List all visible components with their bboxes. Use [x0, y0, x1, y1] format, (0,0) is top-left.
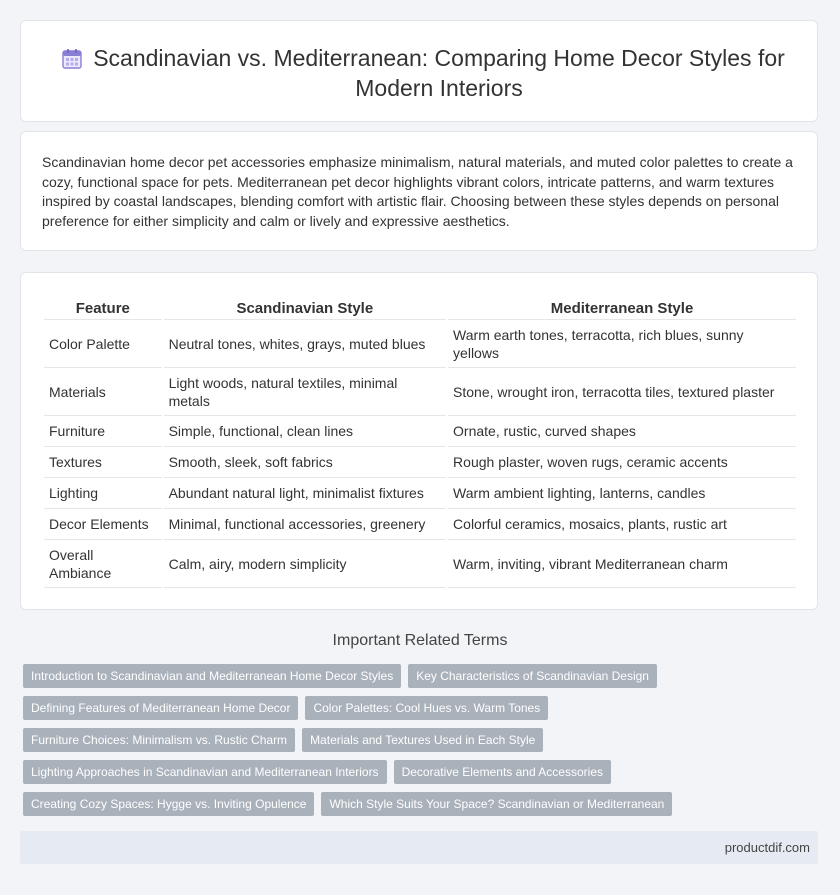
mediterranean-cell: Rough plaster, woven rugs, ceramic accents: [448, 447, 796, 478]
scandinavian-cell: Minimal, functional accessories, greenery: [164, 509, 446, 540]
footer: [20, 831, 818, 864]
table-row: [44, 447, 796, 478]
comparison-table-card: [20, 272, 818, 610]
intro-paragraph: Scandinavian home decor pet accessories emphasize minimalism, natural materials, and muted color palettes to create a cozy, functional space for pets. Mediterranean pet decor highlights vibrant colors, intricate patterns, and warm textures inspired by coastal landscapes, blending comfort with artistic flair. Choosing between these styles depends on personal preference for either simplicity and calm or lively and expressive aesthetics.: [42, 154, 793, 229]
header-card: [20, 20, 818, 122]
related-terms-list: [23, 664, 813, 824]
mediterranean-cell: Warm, inviting, vibrant Mediterranean charm: [448, 540, 796, 588]
mediterranean-cell: Warm earth tones, terracotta, rich blues, sunny yellows: [448, 320, 796, 368]
scandinavian-cell: Light woods, natural textiles, minimal metals: [164, 368, 446, 416]
header-mediterranean: Mediterranean Style: [448, 295, 796, 320]
related-term-tag[interactable]: Materials and Textures Used in Each Style: [302, 728, 543, 752]
feature-cell: Textures: [44, 447, 162, 478]
scandinavian-cell: Smooth, sleek, soft fabrics: [164, 447, 446, 478]
scandinavian-cell: Neutral tones, whites, grays, muted blues: [164, 320, 446, 368]
mediterranean-cell: Stone, wrought iron, terracotta tiles, textured plaster: [448, 368, 796, 416]
feature-cell: Overall Ambiance: [44, 540, 162, 588]
scandinavian-cell: Simple, functional, clean lines: [164, 416, 446, 447]
table-row: [44, 478, 796, 509]
table-header-row: [44, 295, 796, 320]
feature-cell: Materials: [44, 368, 162, 416]
related-term-tag[interactable]: Key Characteristics of Scandinavian Design: [408, 664, 657, 688]
related-terms-title: Important Related Terms: [332, 632, 508, 649]
feature-cell: Decor Elements: [44, 509, 162, 540]
scandinavian-cell: Calm, airy, modern simplicity: [164, 540, 446, 588]
mediterranean-cell: Warm ambient lighting, lanterns, candles: [448, 478, 796, 509]
mediterranean-cell: Colorful ceramics, mosaics, plants, rustic art: [448, 509, 796, 540]
scandinavian-cell: Abundant natural light, minimalist fixtures: [164, 478, 446, 509]
table-row: [44, 368, 796, 416]
header-scandinavian: Scandinavian Style: [164, 295, 446, 320]
related-term-tag[interactable]: Which Style Suits Your Space? Scandinavian or Mediterranean: [321, 792, 672, 816]
intro-card: [20, 131, 818, 251]
feature-cell: Furniture: [44, 416, 162, 447]
calendar-icon: [61, 48, 83, 70]
table-row: [44, 416, 796, 447]
feature-cell: Color Palette: [44, 320, 162, 368]
site-name[interactable]: productdif.com: [724, 840, 810, 855]
page-title: Scandinavian vs. Mediterranean: Comparing Home Decor Styles for Modern Interiors: [93, 45, 785, 101]
comparison-table: [42, 295, 798, 588]
related-term-tag[interactable]: Creating Cozy Spaces: Hygge vs. Inviting Opulence: [23, 792, 314, 816]
related-term-tag[interactable]: Color Palettes: Cool Hues vs. Warm Tones: [305, 696, 548, 720]
feature-cell: Lighting: [44, 478, 162, 509]
related-term-tag[interactable]: Decorative Elements and Accessories: [394, 760, 611, 784]
related-term-tag[interactable]: Introduction to Scandinavian and Mediterranean Home Decor Styles: [23, 664, 401, 688]
header-feature: Feature: [44, 295, 162, 320]
related-term-tag[interactable]: Defining Features of Mediterranean Home Decor: [23, 696, 298, 720]
related-term-tag[interactable]: Furniture Choices: Minimalism vs. Rustic Charm: [23, 728, 295, 752]
related-term-tag[interactable]: Lighting Approaches in Scandinavian and Mediterranean Interiors: [23, 760, 387, 784]
mediterranean-cell: Ornate, rustic, curved shapes: [448, 416, 796, 447]
table-row: [44, 540, 796, 588]
table-row: [44, 320, 796, 368]
table-row: [44, 509, 796, 540]
